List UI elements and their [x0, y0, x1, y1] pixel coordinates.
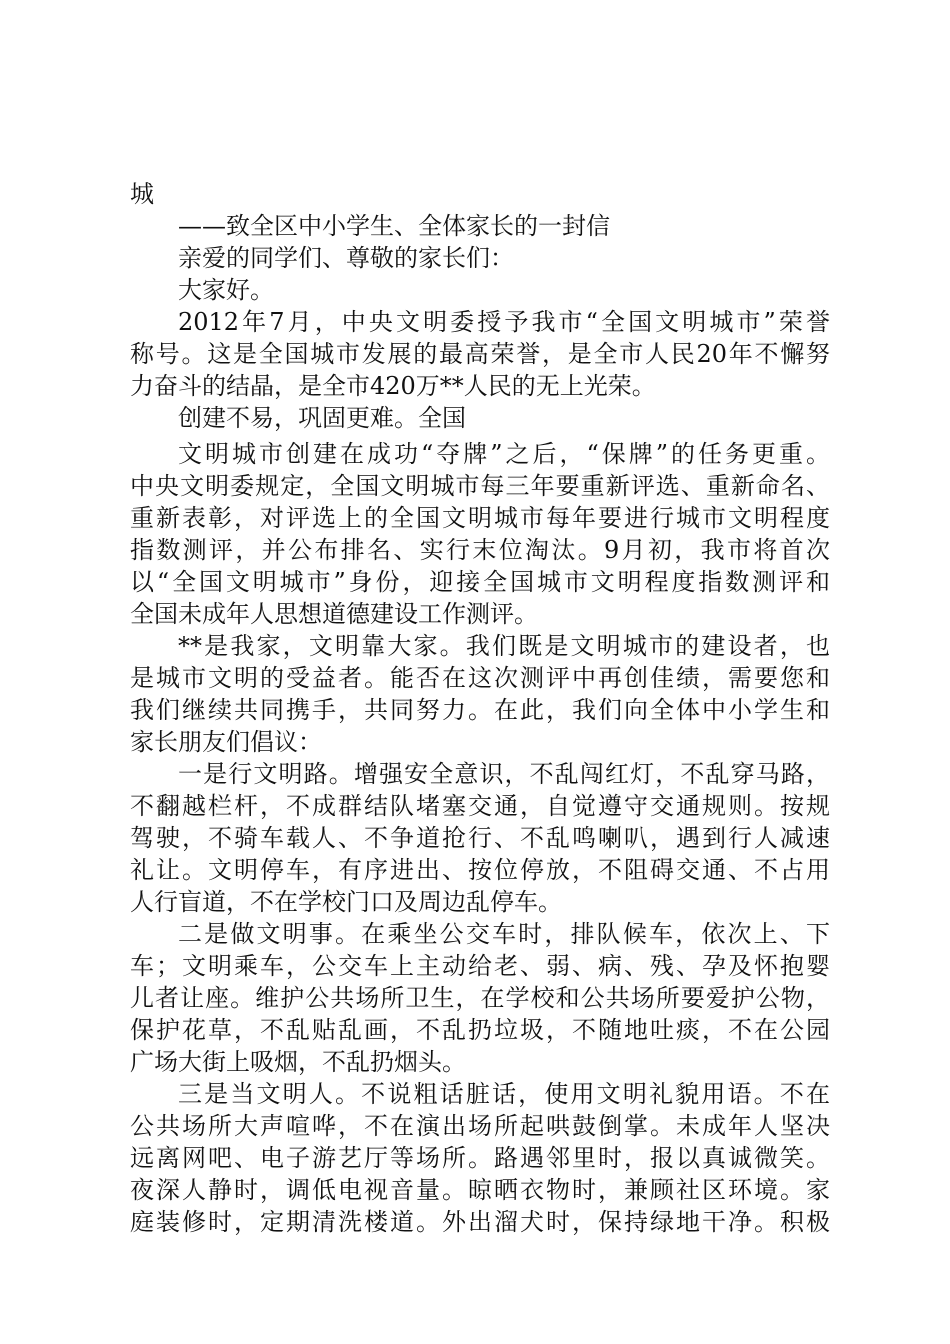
- paragraph-line: 车；文明乘车，公交车上主动给老、弱、病、残、孕及怀抱婴: [130, 952, 830, 980]
- paragraph-line: 公共场所大声喧哗，不在演出场所起哄鼓倒掌。未成年人坚决: [130, 1112, 830, 1140]
- paragraph-line: 驾驶，不骑车载人、不争道抢行、不乱鸣喇叭，遇到行人减速: [130, 824, 830, 852]
- paragraph-line: 全国未成年人思想道德建设工作测评。: [130, 600, 538, 628]
- paragraph-line: 力奋斗的结晶，是全市420万**人民的无上光荣。: [130, 372, 656, 400]
- paragraph-line: 我们继续共同携手，共同努力。在此，我们向全体中小学生和: [130, 696, 830, 724]
- paragraph-line: 创建不易，巩固更难。全国: [178, 404, 466, 432]
- paragraph-line: 夜深人静时，调低电视音量。晾晒衣物时，兼顾社区环境。家: [130, 1176, 830, 1204]
- paragraph-line: 以“全国文明城市”身份，迎接全国城市文明程度指数测评和: [130, 568, 830, 596]
- paragraph-line: 中央文明委规定，全国文明城市每三年要重新评选、重新命名、: [130, 472, 830, 500]
- paragraph-line: 一是行文明路。增强安全意识，不乱闯红灯，不乱穿马路，: [178, 760, 830, 788]
- paragraph-line: 文明城市创建在成功“夺牌”之后，“保牌”的任务更重。: [178, 440, 830, 468]
- paragraph-line: 远离网吧、电子游艺厅等场所。路遇邻里时，报以真诚微笑。: [130, 1144, 830, 1172]
- salutation: 亲爱的同学们、尊敬的家长们：: [178, 244, 514, 272]
- paragraph-line: 庭装修时，定期清洗楼道。外出溜犬时，保持绿地干净。积极: [130, 1208, 830, 1236]
- paragraph-line: 礼让。文明停车，有序进出、按位停放，不阻碍交通、不占用: [130, 856, 830, 884]
- subtitle: ——致全区中小学生、全体家长的一封信: [178, 212, 610, 240]
- paragraph-line: 重新表彰，对评选上的全国文明城市每年要进行城市文明程度: [130, 504, 830, 532]
- paragraph-line: 保护花草，不乱贴乱画，不乱扔垃圾，不随地吐痰，不在公园: [130, 1016, 830, 1044]
- paragraph-line: 2012年7月，中央文明委授予我市“全国文明城市”荣誉: [178, 308, 830, 336]
- paragraph-line: 是城市文明的受益者。能否在这次测评中再创佳绩，需要您和: [130, 664, 830, 692]
- paragraph-line: 家长朋友们倡议：: [130, 728, 322, 756]
- paragraph-line: 人行盲道，不在学校门口及周边乱停车。: [130, 888, 562, 916]
- paragraph-line: 二是做文明事。在乘坐公交车时，排队候车，依次上、下: [178, 920, 830, 948]
- paragraph-line: 广场大街上吸烟，不乱扔烟头。: [130, 1048, 466, 1076]
- paragraph-line: 称号。这是全国城市发展的最高荣誉，是全市人民20年不懈努: [130, 340, 830, 368]
- greeting: 大家好。: [178, 276, 274, 304]
- paragraph-line: 不翻越栏杆，不成群结队堵塞交通，自觉遵守交通规则。按规: [130, 792, 830, 820]
- paragraph-line: 三是当文明人。不说粗话脏话，使用文明礼貌用语。不在: [178, 1080, 830, 1108]
- paragraph-line: **是我家，文明靠大家。我们既是文明城市的建设者，也: [178, 632, 830, 660]
- title-fragment: 城: [130, 180, 154, 208]
- paragraph-line: 指数测评，并公布排名、实行末位淘汰。9月初，我市将首次: [130, 536, 830, 564]
- paragraph-line: 儿者让座。维护公共场所卫生，在学校和公共场所要爱护公物，: [130, 984, 830, 1012]
